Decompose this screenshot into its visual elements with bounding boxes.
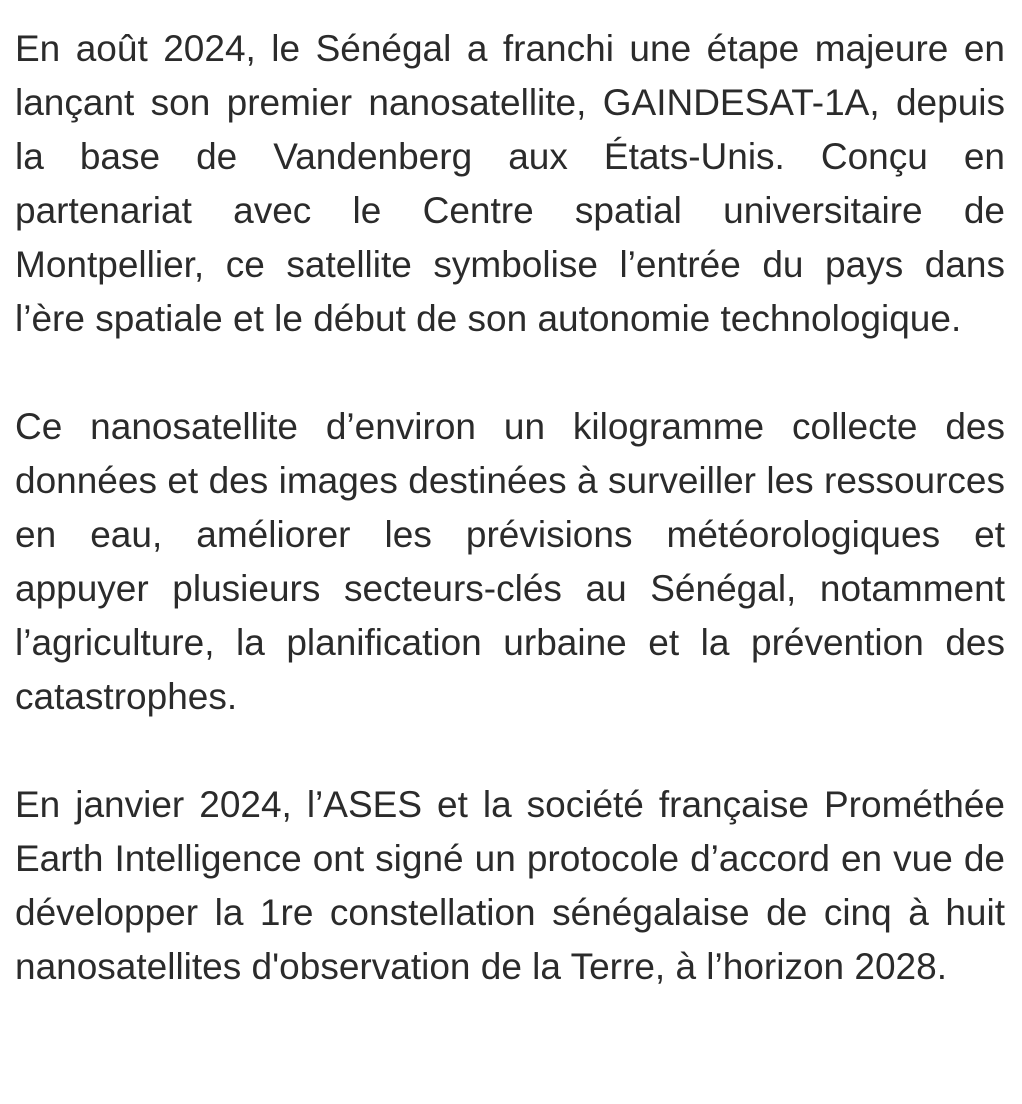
paragraph-constellation: En janvier 2024, l’ASES et la société française Prométhée Earth Intelligence ont signé un protocole d’accord en vue de développer la 1re constellation sénégalaise de cinq à huit nanosatellites d'observation de la Terre, à l’horizon 2028. — [15, 784, 1005, 987]
article-body — [15, 22, 1005, 994]
paragraph-mission: Ce nanosatellite d’environ un kilogramme collecte des données et des images destinées à surveiller les ressources en eau, améliorer les prévisions météorologiques et appuyer plusieurs secteurs-clés au Sénégal, notamment l’agriculture, la planification urbaine et la prévention des catastrophes. — [15, 406, 1005, 717]
paragraph-launch: En août 2024, le Sénégal a franchi une étape majeure en lançant son premier nanosatellite, GAINDESAT-1A, depuis la base de Vandenberg aux États-Unis. Conçu en partenariat avec le Centre spatial universitaire de Montpellier, ce satellite symbolise l’entrée du pays dans l’ère spatiale et le début de son autonomie technologique. — [15, 28, 1005, 339]
